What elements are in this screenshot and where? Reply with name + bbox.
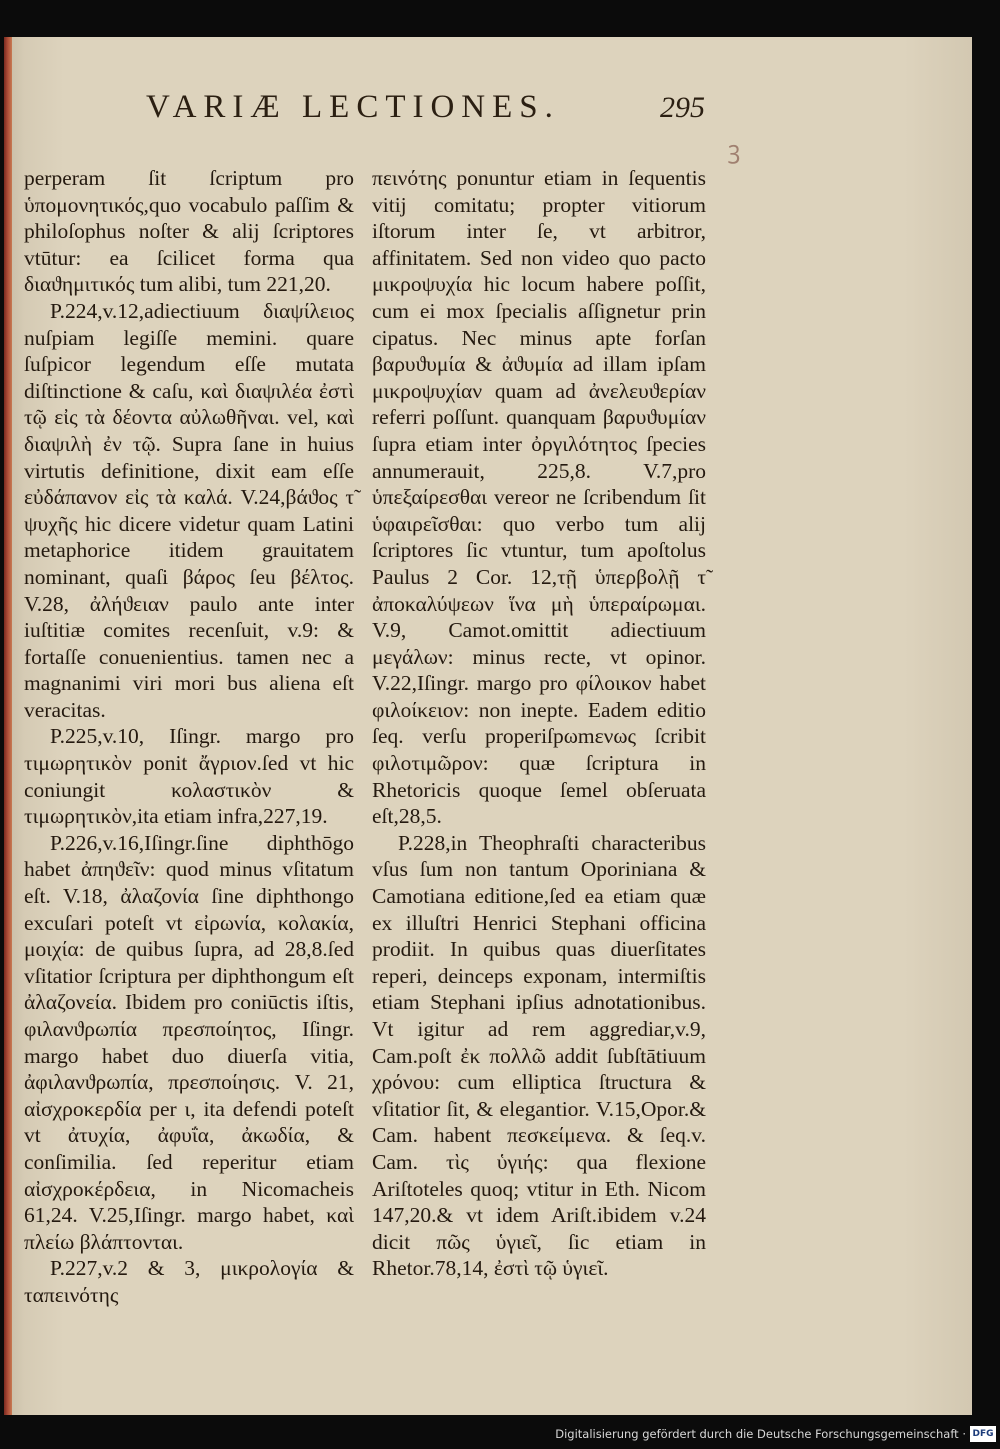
left-text-column [24,165,354,1309]
paragraph: πεινότης ponuntur etiam in ſequentis vitij comitatu; propter vitiorum iſtorum inter ſe, vt arbitror, affinitatem. Sed non video quo pacto μικροψυχία hic locum habere poſſit, cum ei mox ſpecialis aſſignetur prin cipatus. Nec minus apte forſan βαρυϑυμία & ἀϑυμία ad illam ipſam μικροψυχίαν quam ad ἀνελευϑερίαν referri poſſunt. quanquam βαρυϑυμίαν ſupra etiam inter ὀργιλότητος ſpecies annumerauit, 225,8. V.7,pro ὑπεξαίρεσθαι vereor ne ſcribendum ſit ὑφαιρεῖσθαι: quo verbo tum alij ſcriptores ſic vtuntur, tum apoſtolus Paulus 2 Cor. 12,τῇ ὑπερβολῇ τ̃ ἀποκαλύψεων ἵνα μὴ ὑπεραίρωμαι. V.9, Camot.omittit adiectiuum μεγάλων: minus recte, vt opinor. V.22,Iſingr. margo pro φίλοικον habet φιλοίκειον: non inepte. Eadem editio ſeq. verſu properiſpωmενως ſcribit φιλοτιμῶρον: quæ ſcriptura in Rhetoricis quoque ſemel obſeruata eſt,28,5. [372,166,706,829]
paragraph: P.226,v.16,Iſingr.ſine diphthōgo habet ἀπηϑεῖν: quod minus vſitatum eſt. V.18, ἀλαζονία ſine diphthongo excuſari poteſt vt εἰρωνία, κολακία, μοιχία: de quibus ſupra, ad 28,8.ſed vſitatior ſcriptura per diphthongum eſt ἀλαζονεία. Ibidem pro coniūctis iſtis, φιλανϑρωπία πρεσποίητος, Iſingr. margo habet duo diuerſa vitia, ἀφιλανϑρωπία, πρεσποίησις. V. 21, αἰσχροκερδία per ι, ita defendi poteſt vt ἀτυχία, ἀφυΐα, ἀκωδία, & conſimilia. ſed reperitur etiam αἰσχροκέρδεια, in Nicomacheis 61,24. V.25,Iſingr. margo habet, καὶ πλείω βλάπτονται. [24,830,354,1254]
book-page [4,37,972,1415]
right-text-column [372,165,706,1282]
running-title: VARIÆ LECTIONES. [146,89,560,125]
paragraph: perperam ſit ſcriptum pro ὑπομονητικός,quo vocabulo paſſim & philoſophus noſter & alij ſcriptores vtūtur: ea ſcilicet forma qua διαϑημιτικός tum alibi, tum 221,20. [24,166,354,297]
page-header [4,89,972,129]
paragraph: P.225,v.10, Iſingr. margo pro τιμωρητικὸν ponit ἄγριον.ſed vt hic coniungit κολαστικὸν & τιμωρητικὸν,ita etiam infra,227,19. [24,724,354,829]
digitization-footer [0,1421,1000,1449]
paragraph: P.227,v.2 & 3, μικρολογία & ταπεινότης [24,1256,354,1307]
funding-credit: Digitalisierung gefördert durch die Deutsche Forschungsgemeinschaft · [555,1427,966,1441]
page-binding-edge [4,37,12,1415]
paragraph: P.228,in Theophraſti characteribus vſus ſum non tantum Oporiniana & Camotiana editione,ſed ea etiam quæ ex illuſtri Henrici Stephani officina prodiit. In quibus quas diuerſitates reperi, deinceps exponam, intermiſtis etiam Stephani ipſius adnotationibus. Vt igitur ad rem aggrediar,v.9, Cam.poſt ἐκ πολλῶ addit ſubſtātiuum χρόνου: cum elliptica ſtructura & vſitatior ſit, & elegantior. V.15,Opor.& Cam. habent πεσκείμενα. & ſeq.v. Cam. τὶς ὑγιής: qua flexione Ariſtoteles quoq; vtitur in Eth. Nicom 147,20.& vt idem Ariſt.ibidem v.24 dicit πῶς ὑγιεῖ, ſic etiam in Rhetor.78,14, ἐστὶ τῷ ὑγιεῖ. [372,830,706,1281]
paragraph: P.224,v.12,adiectiuum διαψίλειος nuſpiam legiſſe memini. quare ſuſpicor legendum eſſe mutata diſtinctione & caſu, καὶ διαψιλέα ἐστὶ τῷ εἰς τὰ δέοντα αὐλωθῆναι. vel, καὶ διαψιλὴ ἐν τῷ. Supra ſane in huius virtutis definitione, dixit eam eſſe εὐδάπανον εἰς τὰ καλά. V.24,βάϑος τ̃ ψυχῆς hic dicere videtur quam Latini metaphorice itidem grauitatem nominant, quaſi βάρος ſeu βέλτος. V.28, ἀλήϑειαν paulo ante inter iuſtitiæ comites recenſuit, v.9: & fortaſſe conuenientius. tamen nec a magnanimi viri mori bus aliena eſt veracitas. [24,298,354,722]
dfg-logo-icon: DFG [970,1426,996,1442]
page-number: 295 [660,91,705,124]
margin-mark: ꝫ [728,138,741,164]
